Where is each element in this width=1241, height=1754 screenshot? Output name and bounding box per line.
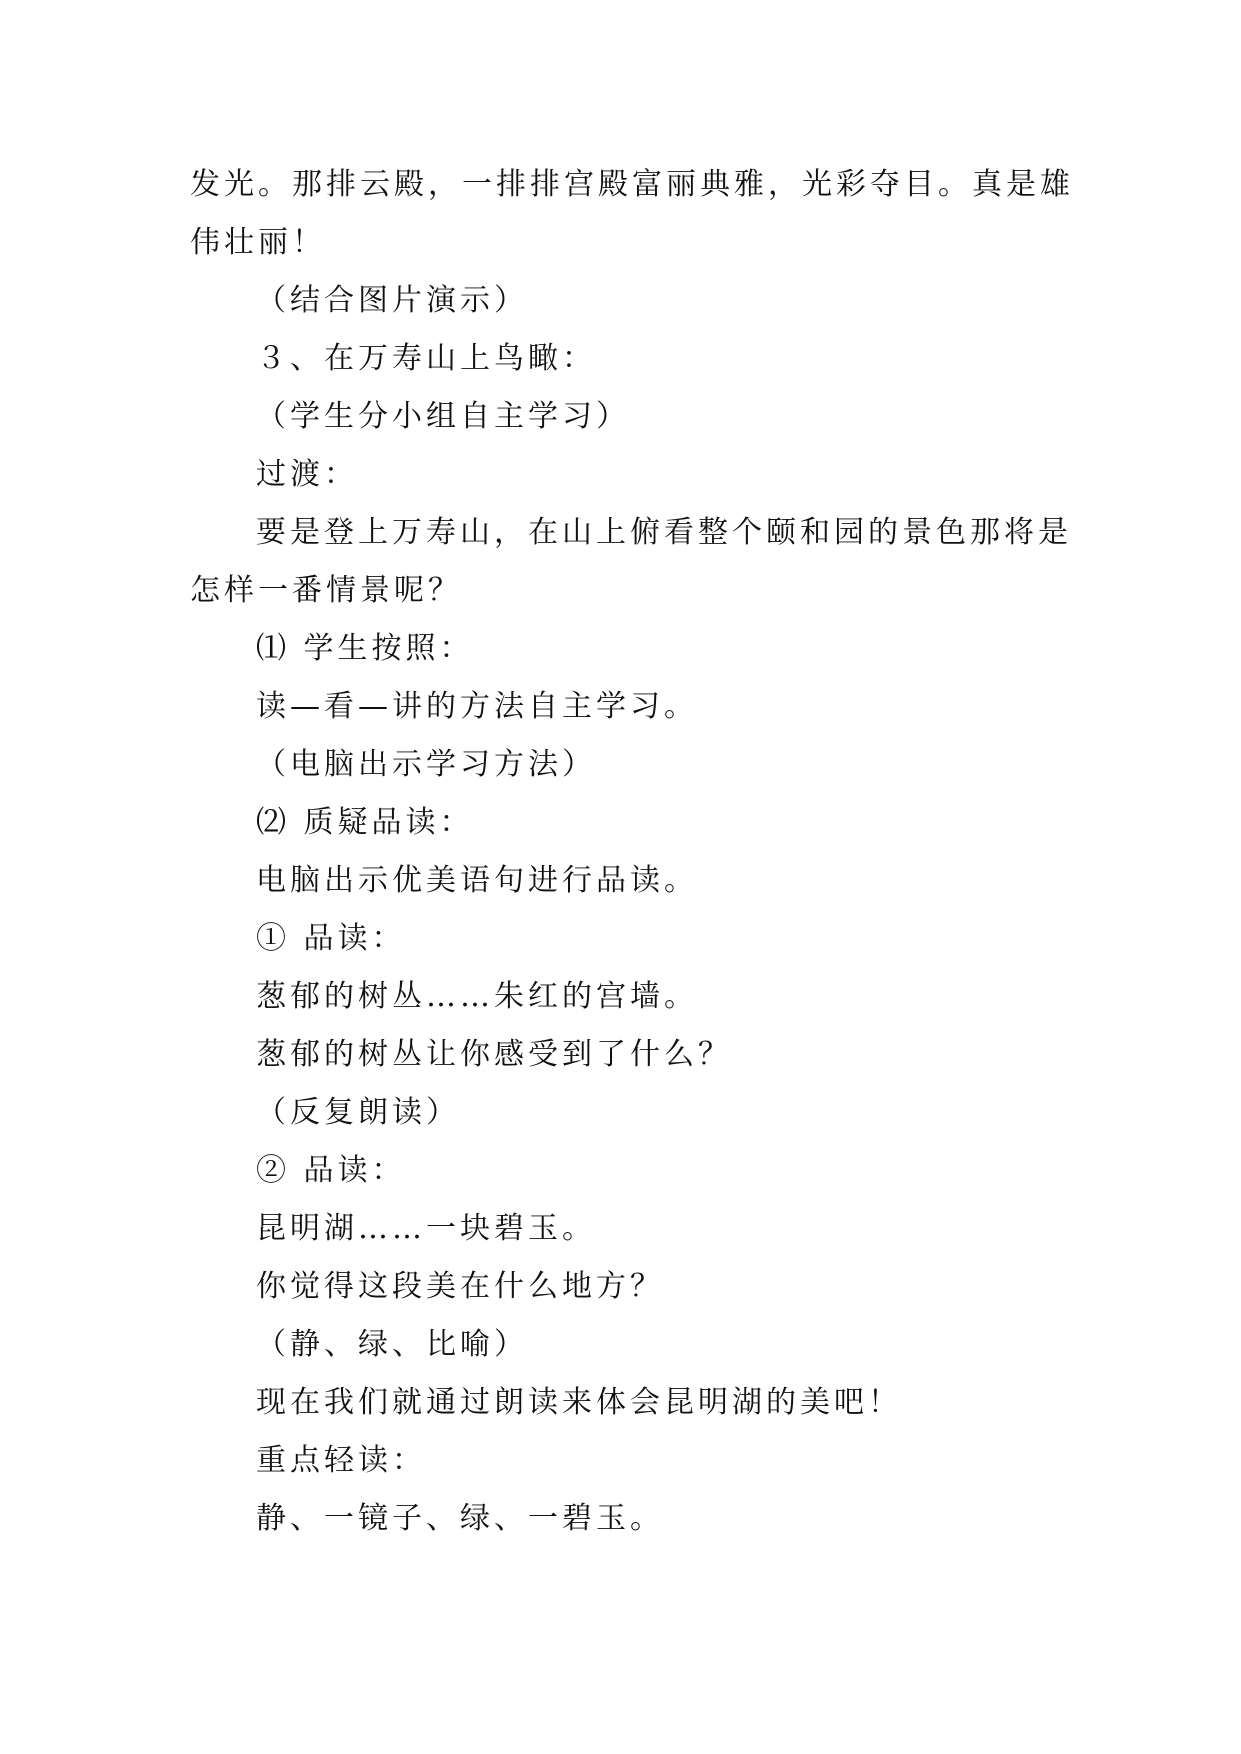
- text-line: 昆明湖……一块碧玉。: [256, 1211, 596, 1246]
- text-line: 读—看—讲的方法自主学习。: [256, 689, 698, 724]
- text-line: ⑴ 学生按照：: [256, 631, 474, 666]
- text-line: （学生分小组自主学习）: [256, 399, 630, 434]
- text-line: 电脑出示优美语句进行品读。: [256, 863, 698, 898]
- text-line: （结合图片演示）: [256, 283, 528, 318]
- text-line: 现在我们就通过朗读来体会昆明湖的美吧！: [256, 1385, 902, 1420]
- text-line: 重点轻读：: [256, 1443, 426, 1478]
- text-line: 过渡：: [256, 457, 358, 492]
- text-line: （反复朗读）: [256, 1095, 460, 1130]
- text-line: 葱郁的树丛让你感受到了什么？: [256, 1037, 732, 1072]
- text-line: 你觉得这段美在什么地方？: [256, 1269, 664, 1304]
- text-line: ① 品读：: [256, 921, 406, 956]
- text-line: ② 品读：: [256, 1153, 406, 1188]
- text-line: 要是登上万寿山，在山上俯看整个颐和园的景色那将是: [256, 515, 1072, 550]
- text-line: ３、在万寿山上鸟瞰：: [256, 341, 596, 376]
- text-line: （静、绿、比喻）: [256, 1327, 528, 1362]
- text-line: 静、一镜子、绿、一碧玉。: [256, 1501, 664, 1536]
- text-line: 伟壮丽！: [190, 225, 326, 260]
- text-line: ⑵ 质疑品读：: [256, 805, 474, 840]
- text-line: 葱郁的树丛……朱红的宫墙。: [256, 979, 698, 1014]
- text-line: （电脑出示学习方法）: [256, 747, 596, 782]
- text-line: 发光。那排云殿，一排排宫殿富丽典雅，光彩夺目。真是雄: [190, 167, 1074, 202]
- text-line: 怎样一番情景呢？: [190, 573, 462, 608]
